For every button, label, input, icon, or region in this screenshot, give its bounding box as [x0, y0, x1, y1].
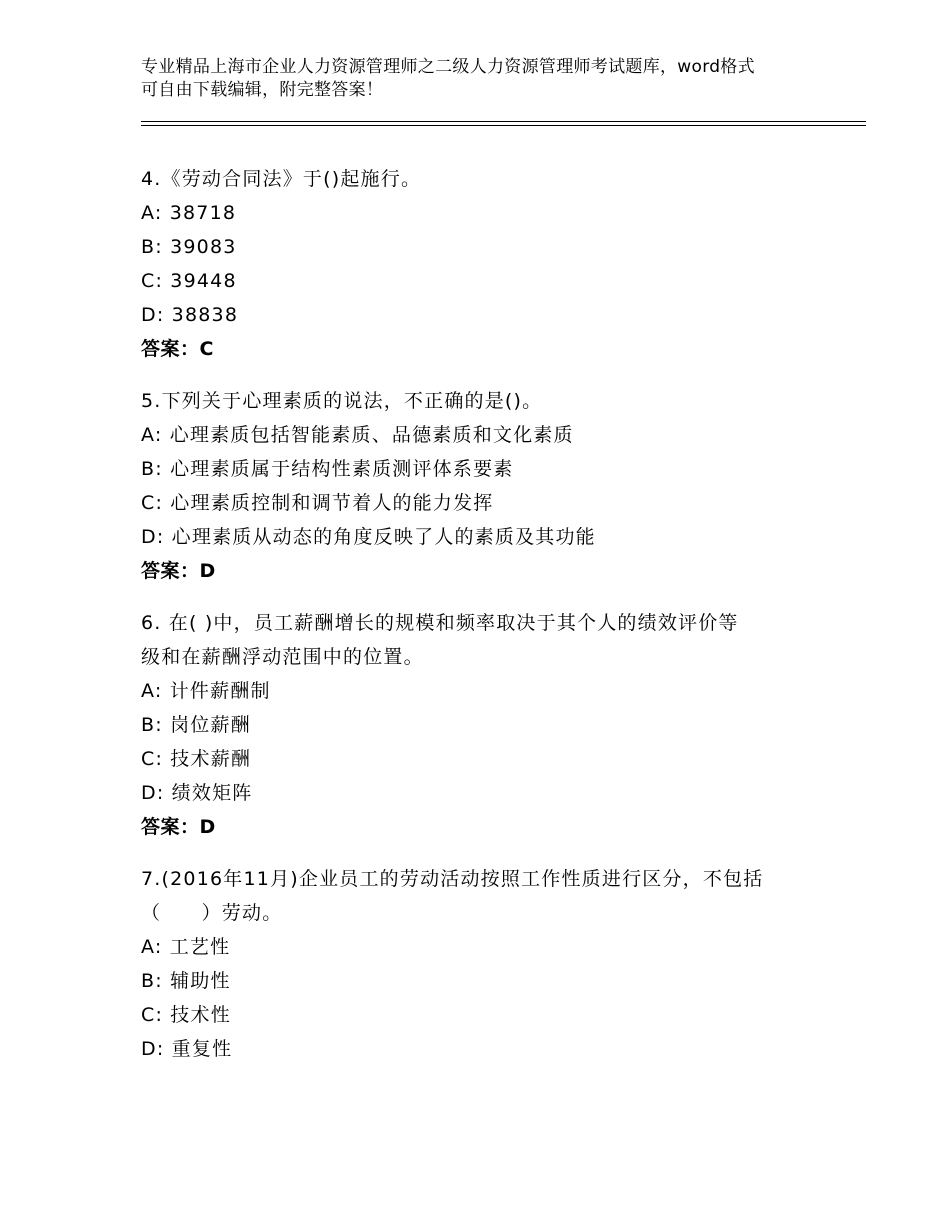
question-stem-continued: 级和在薪酬浮动范围中的位置。 — [141, 646, 424, 668]
option-c: C: 心理素质控制和调节着人的能力发挥 — [141, 492, 494, 514]
question-list — [141, 162, 861, 1084]
option-d: D: 重复性 — [141, 1038, 233, 1060]
option-c: C: 技术性 — [141, 1004, 231, 1026]
option-a: A: 38718 — [141, 202, 237, 224]
question-7 — [141, 862, 861, 1066]
answer-label: 答案：D — [141, 560, 216, 582]
header-line-1: 专业精品上海市企业人力资源管理师之二级人力资源管理师考试题库，word格式 — [141, 57, 755, 77]
option-c: C: 39448 — [141, 270, 237, 292]
option-b: B: 辅助性 — [141, 970, 231, 992]
header-divider — [141, 121, 866, 126]
answer-label: 答案：D — [141, 816, 216, 838]
answer-label: 答案：C — [141, 338, 214, 360]
question-stem: 7.(2016年11月)企业员工的劳动活动按照工作性质进行区分，不包括 — [141, 868, 764, 890]
question-5 — [141, 384, 861, 588]
document-header — [141, 56, 821, 102]
question-stem: 6. 在( )中，员工薪酬增长的规模和频率取决于其个人的绩效评价等 — [141, 612, 739, 634]
option-b: B: 岗位薪酬 — [141, 714, 251, 736]
question-stem-continued: （ ）劳动。 — [141, 902, 283, 924]
question-4 — [141, 162, 861, 366]
option-a: A: 计件薪酬制 — [141, 680, 271, 702]
header-line-2: 可自由下载编辑，附完整答案！ — [141, 80, 384, 100]
option-c: C: 技术薪酬 — [141, 748, 252, 770]
question-stem: 4.《劳动合同法》于()起施行。 — [141, 168, 422, 190]
option-b: B: 心理素质属于结构性素质测评体系要素 — [141, 458, 514, 480]
option-b: B: 39083 — [141, 236, 237, 258]
option-d: D: 38838 — [141, 304, 239, 326]
option-d: D: 心理素质从动态的角度反映了人的素质及其功能 — [141, 526, 596, 548]
question-6 — [141, 606, 861, 844]
question-stem: 5.下列关于心理素质的说法，不正确的是()。 — [141, 390, 543, 412]
option-a: A: 心理素质包括智能素质、品德素质和文化素质 — [141, 424, 574, 446]
option-a: A: 工艺性 — [141, 936, 231, 958]
option-d: D: 绩效矩阵 — [141, 782, 253, 804]
